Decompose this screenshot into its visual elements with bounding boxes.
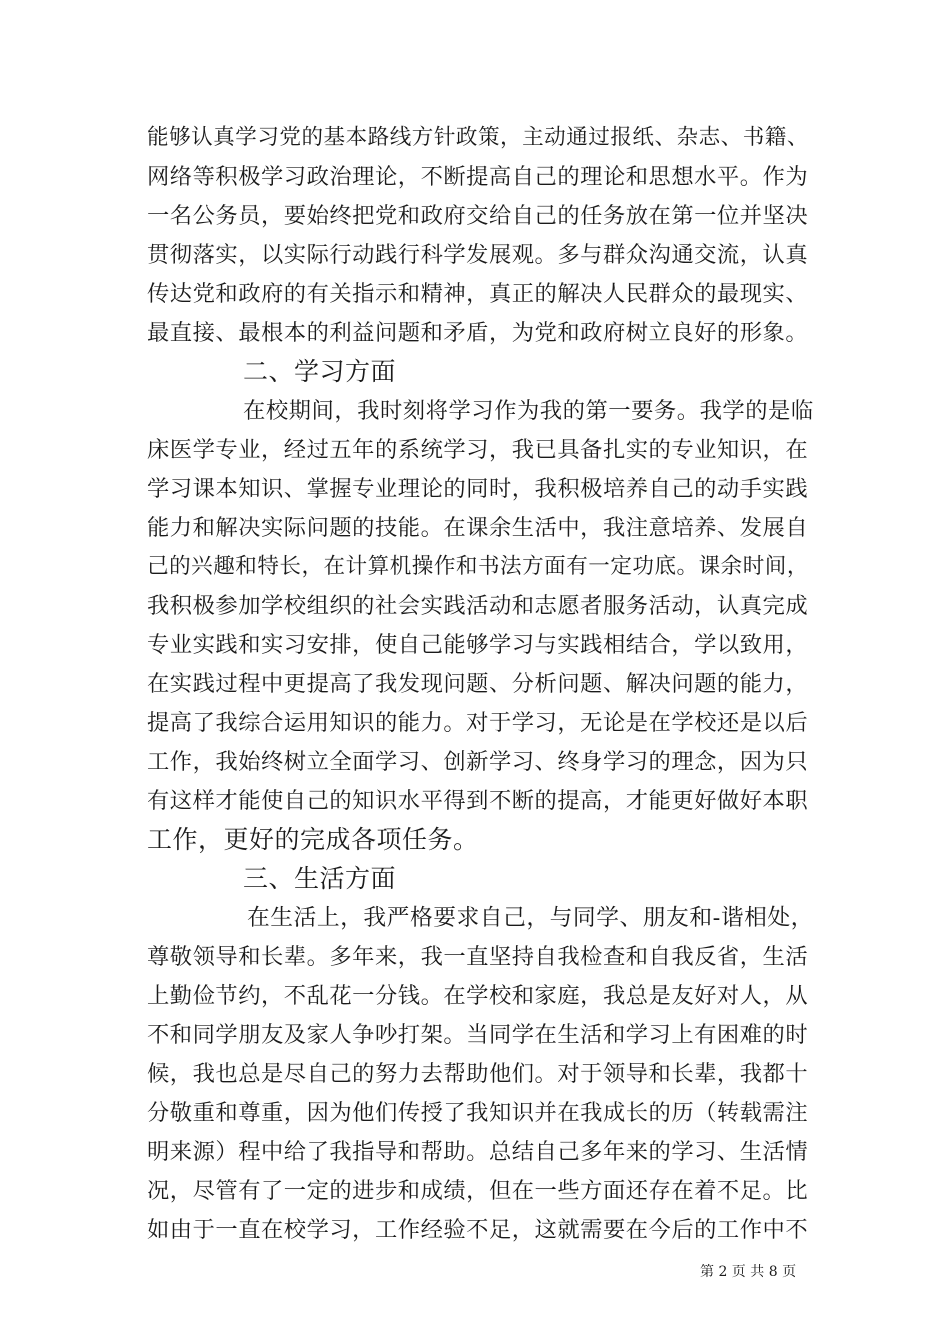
text-line: 专业实践和实习安排，使自己能够学习与实践相结合，学以致用， (147, 632, 809, 658)
text-line: 明来源）程中给了我指导和帮助。总结自己多年来的学习、生活情 (147, 1139, 809, 1165)
text-line: 传达党和政府的有关指示和精神，真正的解决人民群众的最现实、 (147, 281, 809, 307)
section-heading-study: 二、学习方面 (243, 357, 397, 386)
text-line: 己的兴趣和特长，在计算机操作和书法方面有一定功底。课余时间， (147, 554, 809, 579)
text-line: 工作，更好的完成各项任务。 (147, 825, 479, 854)
text-line: 网络等积极学习政治理论，不断提高自己的理论和思想水平。作为 (147, 164, 809, 190)
text-line: 候，我也总是尽自己的努力去帮助他们。对于领导和长辈，我都十 (147, 1061, 809, 1087)
text-line: 尊敬领导和长辈。多年来，我一直坚持自我检查和自我反省，生活 (147, 944, 809, 970)
text-line: 上勤俭节约，不乱花一分钱。在学校和家庭，我总是友好对人，从 (147, 983, 809, 1009)
section-heading-life: 三、生活方面 (243, 864, 397, 893)
text-line: 不和同学朋友及家人争吵打架。当同学在生活和学习上有困难的时 (147, 1022, 809, 1048)
text-line: 最直接、最根本的利益问题和矛盾，为党和政府树立良好的形象。 (147, 320, 809, 346)
text-line: 在实践过程中更提高了我发现问题、分析问题、解决问题的能力， (147, 671, 809, 697)
text-line: 学习课本知识、掌握专业理论的同时，我积极培养自己的动手实践 (147, 476, 809, 502)
text-line: 一名公务员，要始终把党和政府交给自己的任务放在第一位并坚决 (147, 203, 809, 229)
text-line: 能力和解决实际问题的技能。在课余生活中，我注意培养、发展自 (147, 515, 809, 541)
text-line: 分敬重和尊重，因为他们传授了我知识并在我成长的历（转载需注 (147, 1100, 809, 1126)
text-line: 工作，我始终树立全面学习、创新学习、终身学习的理念，因为只 (147, 749, 809, 775)
text-line: 如由于一直在校学习，工作经验不足，这就需要在今后的工作中不 (147, 1217, 809, 1243)
text-line: 我积极参加学校组织的社会实践活动和志愿者服务活动，认真完成 (147, 593, 809, 619)
text-line: 在生活上，我严格要求自己，与同学、朋友和-谐相处， (247, 905, 814, 931)
text-line: 贯彻落实，以实际行动践行科学发展观。多与群众沟通交流，认真 (147, 242, 809, 268)
text-line: 床医学专业，经过五年的系统学习，我已具备扎实的专业知识，在 (147, 437, 809, 463)
page-number-footer: 第 2 页 共 8 页 (700, 1264, 797, 1280)
text-line: 有这样才能使自己的知识水平得到不断的提高，才能更好做好本职 (147, 788, 809, 814)
text-line: 在校期间，我时刻将学习作为我的第一要务。我学的是临 (243, 398, 814, 424)
text-line: 况，尽管有了一定的进步和成绩，但在一些方面还存在着不足。比 (147, 1178, 809, 1204)
text-line: 提高了我综合运用知识的能力。对于学习，无论是在学校还是以后 (147, 710, 809, 736)
text-line: 能够认真学习党的基本路线方针政策，主动通过报纸、杂志、书籍、 (147, 125, 809, 150)
